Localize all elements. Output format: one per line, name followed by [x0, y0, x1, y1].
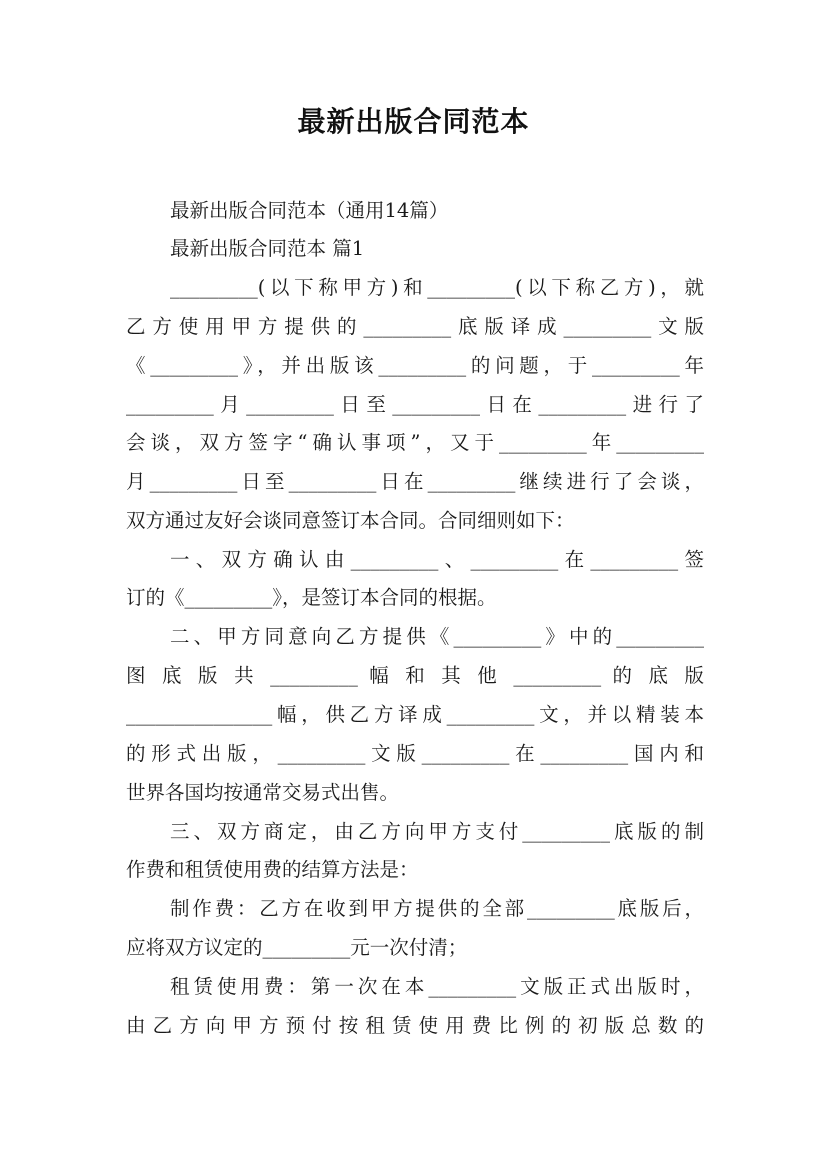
paragraph-line: 会谈，双方签字“确认事项”，又于_________年_________ — [126, 431, 704, 454]
paragraph-line: 制作费：乙方在收到甲方提供的全部_________底版后， — [170, 897, 704, 920]
paragraph-line: 乙方使用甲方提供的_________底版译成_________文版 — [126, 315, 704, 338]
paragraph-line: 租赁使用费：第一次在本_________文版正式出版时， — [170, 975, 704, 998]
paragraph-line: 作费和租赁使用费的结算方法是： — [126, 858, 419, 881]
document-title: 最新出版合同范本 — [297, 105, 530, 138]
paragraph-line: 世界各国均按通常交易式出售。 — [126, 781, 400, 804]
paragraph-line: 订的《_________》，是签订本合同的根据。 — [126, 586, 497, 609]
paragraph-line: _________月_________日至_________日在_________进行了 — [126, 393, 704, 416]
paragraph-line: 图 底 版 共 _________ 幅 和 其 他 _________ 的 底 版 — [126, 664, 704, 687]
paragraph-line: 的形式出版，_________文版_________在_________国内和 — [126, 742, 704, 765]
paragraph-line: 由乙方向甲方预付按租赁使用费比例的初版总数的 — [126, 1014, 704, 1037]
paragraph-line: _______________幅，供乙方译成_________文，并以精装本 — [126, 703, 704, 726]
paragraph-line: 应将双方议定的_________元一次付清； — [126, 936, 468, 959]
paragraph-line: 《_________》，并出版该_________的问题，于_________年 — [126, 354, 704, 377]
paragraph-line: 二、甲方同意向乙方提供《_________》中的_________ — [170, 625, 704, 648]
paragraph-line: _________(以下称甲方)和_________(以下称乙方)，就 — [170, 276, 704, 299]
paragraph-line: 月_________日至_________日在_________继续进行了会谈， — [126, 470, 704, 493]
paragraph-line: 三、双方商定，由乙方向甲方支付_________底版的制 — [170, 820, 704, 843]
subtitle-line: 最新出版合同范本（通用14篇） — [170, 199, 449, 222]
paragraph-line: 一、双方确认由_________、_________在_________签 — [170, 548, 704, 571]
section-heading: 最新出版合同范本 篇1 — [170, 237, 365, 260]
paragraph-line: 双方通过友好会谈同意签订本合同。合同细则如下： — [126, 509, 575, 532]
